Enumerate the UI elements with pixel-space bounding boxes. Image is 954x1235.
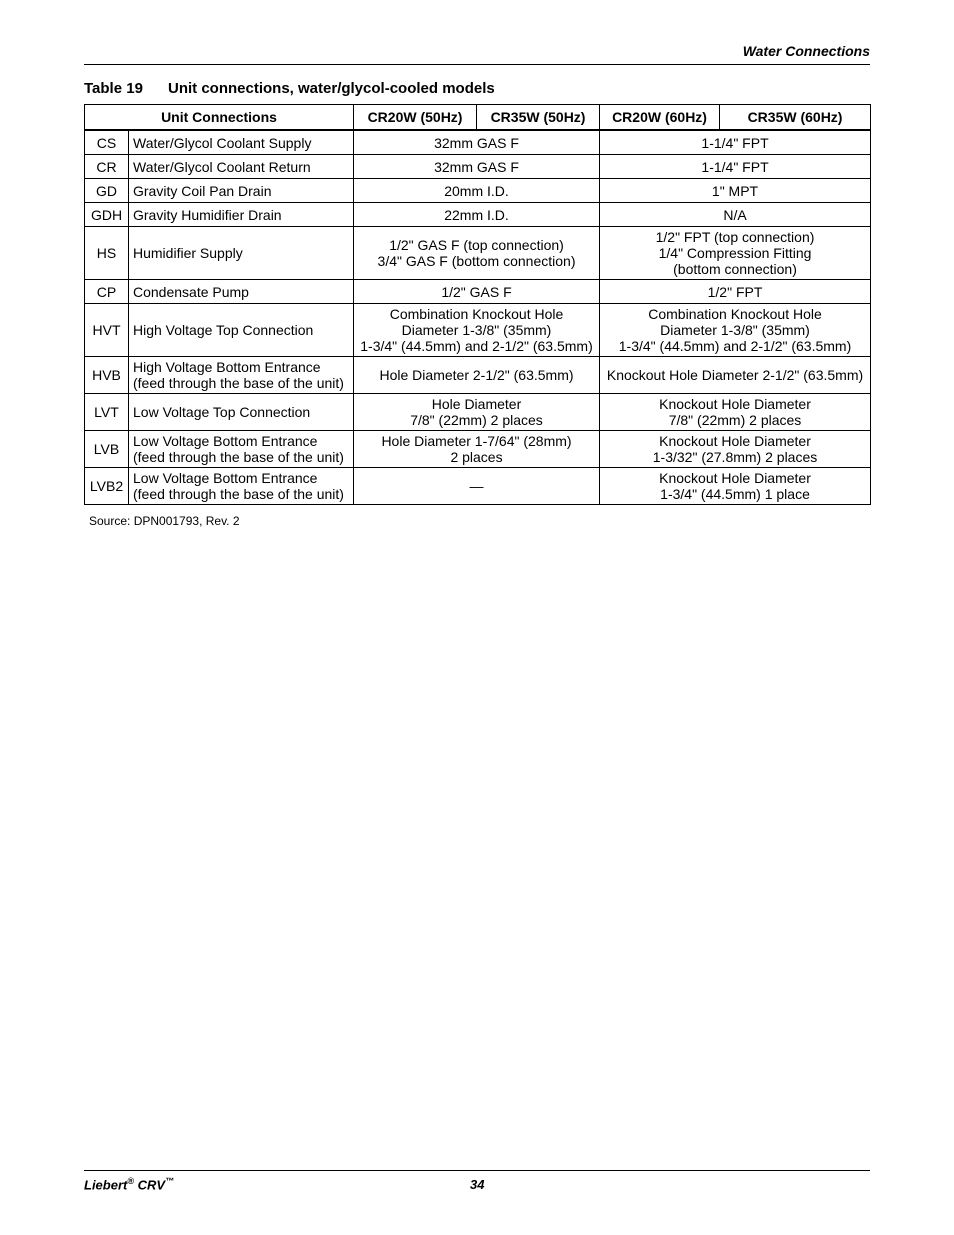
row-value-50hz: 1/2" GAS F: [354, 280, 600, 304]
row-description: Gravity Humidifier Drain: [129, 203, 354, 227]
row-code: HVB: [85, 357, 129, 394]
table-header-row: [85, 105, 871, 131]
row-code: LVT: [85, 394, 129, 431]
row-value-60hz: Knockout Hole Diameter 2-1/2" (63.5mm): [600, 357, 871, 394]
table-source: Source: DPN001793, Rev. 2: [89, 514, 240, 528]
header-cr20w-50hz: CR20W (50Hz): [354, 105, 477, 131]
table-body: [85, 130, 871, 505]
row-value-50hz: 22mm I.D.: [354, 203, 600, 227]
row-description: Low Voltage Bottom Entrance (feed through the base of the unit): [129, 431, 354, 468]
row-code: LVB2: [85, 468, 129, 505]
trademark-mark: ™: [165, 1176, 175, 1186]
footer-brand: [84, 1176, 174, 1192]
row-value-60hz: N/A: [600, 203, 871, 227]
row-description: Condensate Pump: [129, 280, 354, 304]
header-cr35w-50hz: CR35W (50Hz): [477, 105, 600, 131]
row-code: GD: [85, 179, 129, 203]
row-code: GDH: [85, 203, 129, 227]
row-value-60hz: 1" MPT: [600, 179, 871, 203]
row-code: HS: [85, 227, 129, 280]
row-value-50hz: Hole Diameter 1-7/64" (28mm) 2 places: [354, 431, 600, 468]
row-value-50hz: 32mm GAS F: [354, 155, 600, 179]
table-row: [85, 304, 871, 357]
row-description: High Voltage Top Connection: [129, 304, 354, 357]
row-description: Humidifier Supply: [129, 227, 354, 280]
table-row: [85, 227, 871, 280]
row-description: Water/Glycol Coolant Return: [129, 155, 354, 179]
row-code: LVB: [85, 431, 129, 468]
row-value-50hz: Hole Diameter 2-1/2" (63.5mm): [354, 357, 600, 394]
table-row: [85, 280, 871, 304]
product-name: CRV: [133, 1177, 166, 1193]
row-value-60hz: Knockout Hole Diameter 7/8" (22mm) 2 places: [600, 394, 871, 431]
table-row: [85, 468, 871, 505]
unit-connections-table: [84, 104, 871, 505]
row-code: CP: [85, 280, 129, 304]
row-value-60hz: 1/2" FPT (top connection) 1/4" Compression Fitting (bottom connection): [600, 227, 871, 280]
section-title: Water Connections: [742, 43, 870, 59]
row-description: Water/Glycol Coolant Supply: [129, 130, 354, 155]
table-caption: [84, 80, 495, 97]
row-value-50hz: 1/2" GAS F (top connection) 3/4" GAS F (bottom connection): [354, 227, 600, 280]
row-code: CS: [85, 130, 129, 155]
table-row: [85, 357, 871, 394]
header-cr20w-60hz: CR20W (60Hz): [600, 105, 720, 131]
row-value-60hz: 1-1/4" FPT: [600, 155, 871, 179]
table-row: [85, 130, 871, 155]
footer-rule: [84, 1170, 870, 1171]
row-code: HVT: [85, 304, 129, 357]
row-value-50hz: 20mm I.D.: [354, 179, 600, 203]
header-cr35w-60hz: CR35W (60Hz): [720, 105, 871, 131]
row-value-60hz: 1/2" FPT: [600, 280, 871, 304]
row-value-60hz: 1-1/4" FPT: [600, 130, 871, 155]
registered-mark: ®: [127, 1176, 134, 1186]
table-number: Table 19: [84, 80, 143, 97]
table-row: [85, 155, 871, 179]
table-row: [85, 203, 871, 227]
table-row: [85, 179, 871, 203]
row-value-50hz: 32mm GAS F: [354, 130, 600, 155]
row-description: High Voltage Bottom Entrance (feed through the base of the unit): [129, 357, 354, 394]
row-value-60hz: Knockout Hole Diameter 1-3/32" (27.8mm) 2 places: [600, 431, 871, 468]
row-value-50hz: Combination Knockout Hole Diameter 1-3/8" (35mm) 1-3/4" (44.5mm) and 2-1/2" (63.5mm): [354, 304, 600, 357]
page-number: 34: [470, 1177, 485, 1192]
table-row: [85, 394, 871, 431]
row-value-50hz: —: [354, 468, 600, 505]
table-row: [85, 431, 871, 468]
row-value-60hz: Knockout Hole Diameter 1-3/4" (44.5mm) 1 place: [600, 468, 871, 505]
row-description: Low Voltage Top Connection: [129, 394, 354, 431]
row-value-50hz: Hole Diameter 7/8" (22mm) 2 places: [354, 394, 600, 431]
table-title: Unit connections, water/glycol-cooled models: [168, 80, 495, 97]
row-code: CR: [85, 155, 129, 179]
header-unit-connections: Unit Connections: [85, 105, 354, 131]
header-rule: [84, 64, 870, 65]
brand-name: Liebert: [84, 1177, 128, 1193]
row-description: Gravity Coil Pan Drain: [129, 179, 354, 203]
row-value-60hz: Combination Knockout Hole Diameter 1-3/8" (35mm) 1-3/4" (44.5mm) and 2-1/2" (63.5mm): [600, 304, 871, 357]
row-description: Low Voltage Bottom Entrance (feed through the base of the unit): [129, 468, 354, 505]
